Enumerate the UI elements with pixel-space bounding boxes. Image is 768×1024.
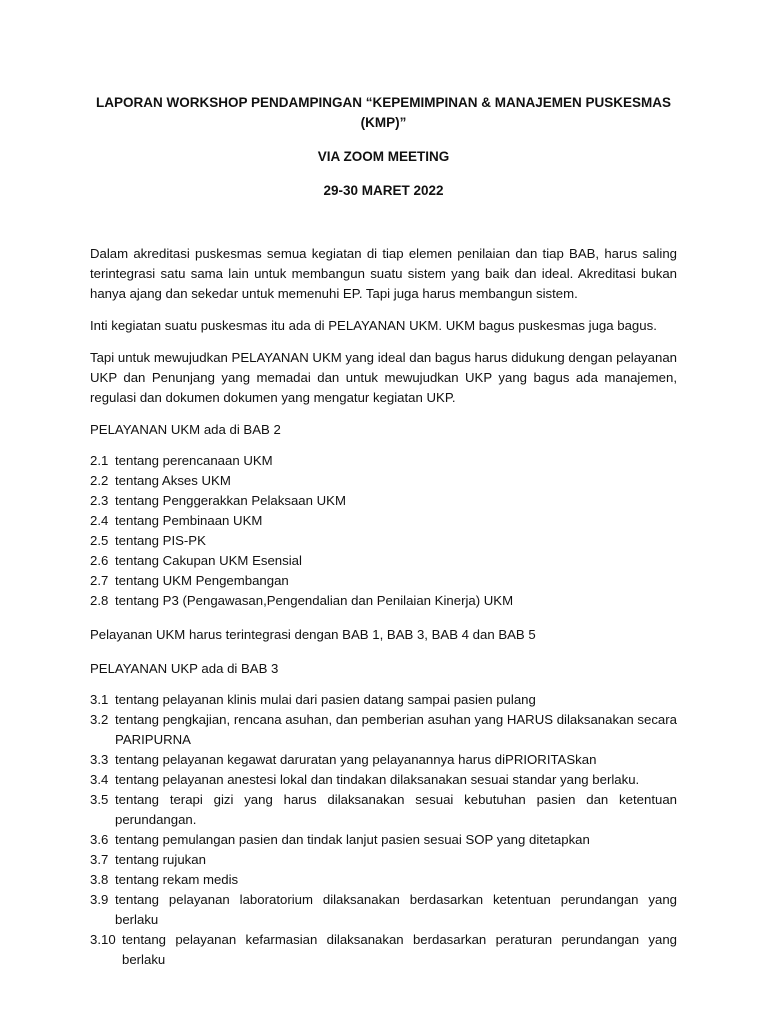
list-item <box>90 571 677 591</box>
list-item <box>90 491 677 511</box>
list-item <box>90 451 677 471</box>
list-item <box>90 551 677 571</box>
item-text: tentang pelayanan kefarmasian dilaksanakan berdasarkan peraturan perundangan yang berlaku <box>122 932 677 967</box>
item-text: tentang PIS-PK <box>115 533 206 548</box>
item-number: 2.5 <box>90 533 109 548</box>
inti-paragraph: Inti kegiatan suatu puskesmas itu ada di PELAYANAN UKM. UKM bagus puskesmas juga bagus. <box>90 318 657 333</box>
item-number: 2.7 <box>90 573 109 588</box>
intro-paragraph: Dalam akreditasi puskesmas semua kegiatan di tiap elemen penilaian dan tiap BAB, harus saling terintegrasi satu sama lain untuk membangun suatu sistem yang baik dan ideal. Akreditasi bukan hanya ajang dan sekedar untuk memenuhi EP. Tapi juga harus membangun sistem. <box>90 246 677 301</box>
item-number: 3.3 <box>90 752 109 767</box>
tapi-paragraph: Tapi untuk mewujudkan PELAYANAN UKM yang ideal dan bagus harus didukung dengan pelayanan UKP dan Penunjang yang memadai dan untuk mewujudkan UKP yang bagus ada manajemen, regulasi dan dokumen dokumen yang mengatur kegiatan UKP. <box>90 350 677 405</box>
list-item <box>90 511 677 531</box>
list-item <box>90 750 677 770</box>
integrasi-paragraph: Pelayanan UKM harus terintegrasi dengan BAB 1, BAB 3, BAB 4 dan BAB 5 <box>90 627 536 642</box>
item-text: tentang pelayanan kegawat daruratan yang pelayanannya harus diPRIORITASkan <box>115 752 597 767</box>
list-item <box>90 790 677 830</box>
item-number: 3.6 <box>90 832 109 847</box>
list-item <box>90 890 677 930</box>
item-text: tentang pemulangan pasien dan tindak lanjut pasien sesuai SOP yang ditetapkan <box>115 832 590 847</box>
ukm-list <box>90 451 677 611</box>
item-text: tentang Cakupan UKM Esensial <box>115 553 302 568</box>
ukp-list <box>90 690 677 970</box>
list-item <box>90 830 677 850</box>
item-number: 2.3 <box>90 493 109 508</box>
list-item <box>90 850 677 870</box>
document-date: 29-30 MARET 2022 <box>323 183 444 198</box>
item-text: tentang pelayanan klinis mulai dari pasien datang sampai pasien pulang <box>115 692 536 707</box>
item-number: 2.6 <box>90 553 109 568</box>
item-number: 2.1 <box>90 453 109 468</box>
item-number: 2.4 <box>90 513 109 528</box>
list-item <box>90 770 677 790</box>
ukp-heading: PELAYANAN UKP ada di BAB 3 <box>90 661 279 676</box>
item-number: 3.7 <box>90 852 109 867</box>
item-number: 3.1 <box>90 692 109 707</box>
item-text: tentang perencanaan UKM <box>115 453 273 468</box>
list-item <box>90 710 677 750</box>
item-text: tentang pengkajian, rencana asuhan, dan pemberian asuhan yang HARUS dilaksanakan secara PARIPURNA <box>115 712 677 747</box>
item-text: tentang P3 (Pengawasan,Pengendalian dan Penilaian Kinerja) UKM <box>115 593 514 608</box>
list-item <box>90 471 677 491</box>
item-number: 3.8 <box>90 872 109 887</box>
item-text: tentang Pembinaan UKM <box>115 513 263 528</box>
item-number: 3.5 <box>90 792 109 807</box>
item-number: 2.8 <box>90 593 109 608</box>
document-title: LAPORAN WORKSHOP PENDAMPINGAN “KEPEMIMPINAN & MANAJEMEN PUSKESMAS (KMP)” <box>95 95 672 130</box>
list-item <box>90 591 677 611</box>
item-text: tentang pelayanan anestesi lokal dan tindakan dilaksanakan sesuai standar yang berlaku. <box>115 772 640 787</box>
item-text: tentang pelayanan laboratorium dilaksanakan berdasarkan ketentuan perundangan yang berlaku <box>115 892 677 927</box>
list-item <box>90 870 677 890</box>
item-text: tentang Akses UKM <box>115 473 231 488</box>
item-number: 2.2 <box>90 473 109 488</box>
item-text: tentang rekam medis <box>115 872 239 887</box>
item-number: 3.10 <box>90 932 116 947</box>
item-text: tentang UKM Pengembangan <box>115 573 289 588</box>
document-subtitle-zoom: VIA ZOOM MEETING <box>317 149 450 164</box>
item-text: tentang Penggerakkan Pelaksaan UKM <box>115 493 346 508</box>
list-item <box>90 930 677 970</box>
list-item <box>90 531 677 551</box>
item-number: 3.9 <box>90 892 109 907</box>
ukm-heading: PELAYANAN UKM ada di BAB 2 <box>90 422 281 437</box>
item-text: tentang terapi gizi yang harus dilaksanakan sesuai kebutuhan pasien dan ketentuan perundangan. <box>115 792 677 827</box>
list-item <box>90 690 677 710</box>
item-text: tentang rujukan <box>115 852 206 867</box>
item-number: 3.2 <box>90 712 109 727</box>
item-number: 3.4 <box>90 772 109 787</box>
